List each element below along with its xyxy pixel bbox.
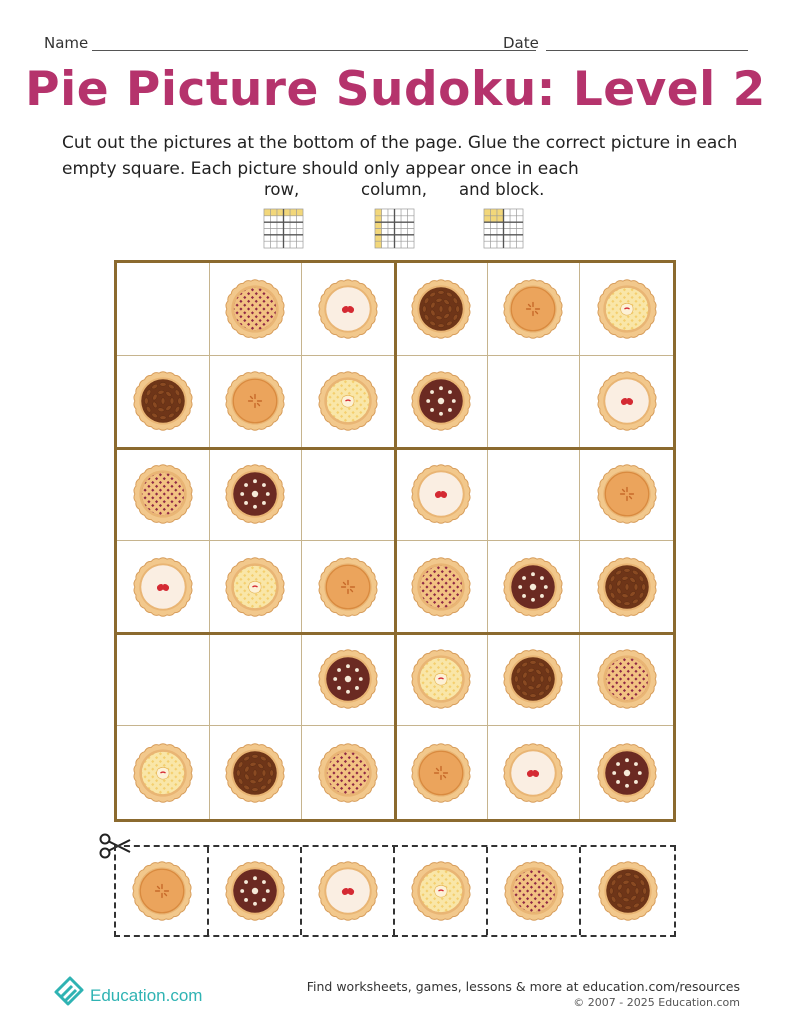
apple-pie-icon: [595, 277, 659, 341]
cream-pie-icon: [595, 369, 659, 433]
grid-cell: [210, 263, 303, 356]
row-label: row,: [264, 180, 300, 199]
footer-copyright: © 2007 - 2025 Education.com: [573, 996, 740, 1009]
grid-cell: [488, 263, 581, 356]
grid-cell: [395, 263, 488, 356]
chocolate-pie-icon: [223, 859, 287, 923]
grid-cell: [395, 726, 488, 819]
grid-cell: [210, 541, 303, 634]
column-label: column,: [361, 180, 427, 199]
name-date-row: [44, 32, 748, 56]
pecan-pie-icon: [596, 859, 660, 923]
row-example-icon: [263, 208, 304, 249]
apple-pie-icon: [316, 369, 380, 433]
block-divider: [117, 447, 673, 450]
grid-cell: [395, 634, 488, 727]
name-label: Name: [44, 34, 89, 52]
cream-pie-icon: [409, 462, 473, 526]
date-label: Date: [503, 34, 539, 52]
pumpkin-pie-icon: [316, 555, 380, 619]
pecan-pie-icon: [595, 555, 659, 619]
block-divider: [394, 263, 397, 819]
cream-pie-icon: [501, 741, 565, 805]
block-divider: [117, 632, 673, 635]
pumpkin-pie-icon: [501, 277, 565, 341]
pumpkin-pie-icon: [223, 369, 287, 433]
grid-cell: [580, 541, 673, 634]
column-example-icon: [374, 208, 415, 249]
empty-grid-cell[interactable]: [210, 634, 303, 727]
apple-pie-icon: [131, 741, 195, 805]
cutout-cell[interactable]: [116, 847, 209, 935]
grid-cell: [580, 448, 673, 541]
cherry-pie-icon: [316, 741, 380, 805]
grid-cell: [117, 448, 210, 541]
pecan-pie-icon: [223, 741, 287, 805]
grid-cell: [302, 541, 395, 634]
page-title: Pie Picture Sudoku: Level 2: [25, 62, 766, 117]
grid-cell: [302, 726, 395, 819]
name-line[interactable]: [92, 50, 536, 51]
grid-cell: [580, 634, 673, 727]
chocolate-pie-icon: [501, 555, 565, 619]
grid-cell: [395, 541, 488, 634]
apple-pie-icon: [409, 859, 473, 923]
instructions-line-2: empty square. Each picture should only appear once in each: [62, 159, 579, 179]
apple-pie-icon: [409, 647, 473, 711]
apple-pie-icon: [223, 555, 287, 619]
cutout-cell[interactable]: [395, 847, 488, 935]
instructions-line-1: Cut out the pictures at the bottom of the page. Glue the correct picture in each: [62, 133, 738, 153]
cutout-cell[interactable]: [302, 847, 395, 935]
cherry-pie-icon: [409, 555, 473, 619]
chocolate-pie-icon: [316, 647, 380, 711]
grid-cell: [210, 448, 303, 541]
grid-cell: [580, 356, 673, 449]
grid-cell: [488, 634, 581, 727]
grid-cell: [488, 726, 581, 819]
grid-cell: [488, 541, 581, 634]
pumpkin-pie-icon: [409, 741, 473, 805]
pecan-pie-icon: [131, 369, 195, 433]
empty-grid-cell[interactable]: [488, 356, 581, 449]
cherry-pie-icon: [595, 647, 659, 711]
chocolate-pie-icon: [595, 741, 659, 805]
block-label: and block.: [459, 180, 545, 199]
sudoku-grid: [114, 260, 676, 822]
cream-pie-icon: [131, 555, 195, 619]
cutout-cell[interactable]: [581, 847, 674, 935]
pecan-pie-icon: [501, 647, 565, 711]
empty-grid-cell[interactable]: [488, 448, 581, 541]
cutout-cell[interactable]: [488, 847, 581, 935]
grid-cell: [302, 263, 395, 356]
grid-cell: [395, 356, 488, 449]
grid-cell: [117, 541, 210, 634]
grid-cell: [117, 726, 210, 819]
grid-cell: [302, 356, 395, 449]
footer-tagline: Find worksheets, games, lessons & more at education.com/resources: [306, 979, 740, 994]
education-logo-icon: [52, 970, 88, 1010]
grid-cell: [210, 356, 303, 449]
brand-name: Education.com: [90, 986, 203, 1005]
cherry-pie-icon: [223, 277, 287, 341]
cutout-strip: [114, 845, 676, 937]
cutout-cell[interactable]: [209, 847, 302, 935]
grid-cell: [117, 356, 210, 449]
chocolate-pie-icon: [223, 462, 287, 526]
pumpkin-pie-icon: [595, 462, 659, 526]
empty-grid-cell[interactable]: [302, 448, 395, 541]
pumpkin-pie-icon: [130, 859, 194, 923]
cream-pie-icon: [316, 859, 380, 923]
grid-cell: [395, 448, 488, 541]
date-line[interactable]: [546, 50, 748, 51]
cherry-pie-icon: [131, 462, 195, 526]
grid-cell: [210, 726, 303, 819]
chocolate-pie-icon: [409, 369, 473, 433]
cream-pie-icon: [316, 277, 380, 341]
empty-grid-cell[interactable]: [117, 634, 210, 727]
grid-cell: [302, 634, 395, 727]
instructions: [62, 130, 752, 182]
grid-cell: [580, 726, 673, 819]
empty-grid-cell[interactable]: [117, 263, 210, 356]
grid-cell: [580, 263, 673, 356]
block-example-icon: [483, 208, 524, 249]
cherry-pie-icon: [502, 859, 566, 923]
pecan-pie-icon: [409, 277, 473, 341]
